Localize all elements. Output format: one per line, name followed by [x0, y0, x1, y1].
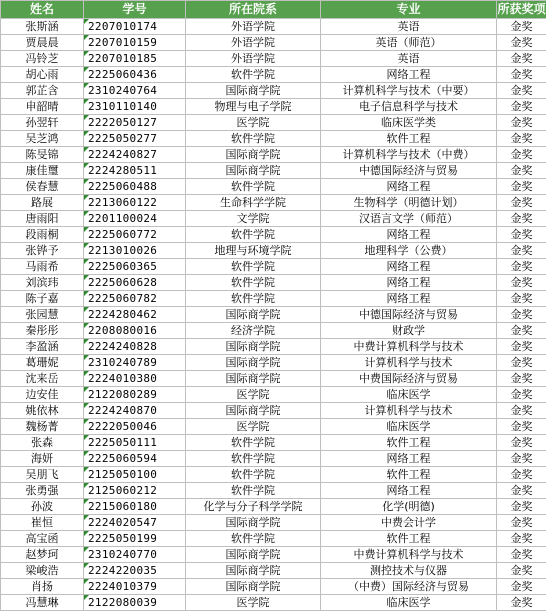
cell-college: 地理与环境学院 [186, 243, 321, 259]
cell-award: 金奖 [497, 323, 546, 339]
cell-award: 金奖 [497, 355, 546, 371]
cell-student-id: 2224010379 [84, 579, 186, 595]
table-row [1, 307, 546, 323]
cell-award: 金奖 [497, 115, 546, 131]
cell-award: 金奖 [497, 243, 546, 259]
cell-major: 测控技术与仪器 [321, 563, 497, 579]
cell-college: 软件学院 [186, 179, 321, 195]
cell-college: 软件学院 [186, 275, 321, 291]
cell-major: 计算机科学与技术（中要） [321, 83, 497, 99]
cell-award: 金奖 [497, 227, 546, 243]
table-row [1, 371, 546, 387]
table-row [1, 19, 546, 35]
table-row [1, 275, 546, 291]
cell-award: 金奖 [497, 499, 546, 515]
cell-major: 软件工程 [321, 131, 497, 147]
cell-name: 秦彤彤 [1, 323, 84, 339]
cell-award: 金奖 [497, 179, 546, 195]
cell-name: 申韶晴 [1, 99, 84, 115]
header-award: 所获奖项 [497, 1, 546, 19]
cell-student-id: 2224280462 [84, 307, 186, 323]
cell-student-id: 2310240770 [84, 547, 186, 563]
cell-student-id: 2222050046 [84, 419, 186, 435]
cell-award: 金奖 [497, 307, 546, 323]
cell-name: 高宝函 [1, 531, 84, 547]
cell-college: 国际商学院 [186, 371, 321, 387]
cell-award: 金奖 [497, 131, 546, 147]
table-row [1, 259, 546, 275]
header-student-id: 学号 [84, 1, 186, 19]
cell-student-id: 2122080289 [84, 387, 186, 403]
table-row [1, 355, 546, 371]
table-row [1, 387, 546, 403]
cell-college: 化学与分子科学学院 [186, 499, 321, 515]
cell-major: 生物科学（明德计划） [321, 195, 497, 211]
cell-college: 医学院 [186, 115, 321, 131]
cell-name: 张铧予 [1, 243, 84, 259]
cell-name: 郭芷含 [1, 83, 84, 99]
cell-major: 计算机科学与技术 [321, 355, 497, 371]
cell-college: 国际商学院 [186, 547, 321, 563]
cell-student-id: 2225050199 [84, 531, 186, 547]
cell-award: 金奖 [497, 99, 546, 115]
cell-award: 金奖 [497, 419, 546, 435]
cell-student-id: 2207010159 [84, 35, 186, 51]
cell-college: 物理与电子学院 [186, 99, 321, 115]
cell-name: 李盈涵 [1, 339, 84, 355]
header-major: 专业 [321, 1, 497, 19]
cell-student-id: 2225060772 [84, 227, 186, 243]
cell-college: 软件学院 [186, 291, 321, 307]
cell-college: 软件学院 [186, 483, 321, 499]
cell-award: 金奖 [497, 275, 546, 291]
table-row [1, 451, 546, 467]
cell-award: 金奖 [497, 483, 546, 499]
cell-college: 软件学院 [186, 227, 321, 243]
cell-student-id: 2201100024 [84, 211, 186, 227]
cell-student-id: 2310110140 [84, 99, 186, 115]
cell-student-id: 2224020547 [84, 515, 186, 531]
cell-student-id: 2225060488 [84, 179, 186, 195]
table-row [1, 499, 546, 515]
table-row [1, 323, 546, 339]
cell-award: 金奖 [497, 435, 546, 451]
header-row [1, 1, 546, 19]
table-row [1, 179, 546, 195]
cell-name: 张斯涵 [1, 19, 84, 35]
cell-award: 金奖 [497, 339, 546, 355]
cell-major: 网络工程 [321, 275, 497, 291]
cell-major: 临床医学类 [321, 115, 497, 131]
cell-student-id: 2224240828 [84, 339, 186, 355]
cell-name: 康佳璽 [1, 163, 84, 179]
cell-major: 中费国际经济与贸易 [321, 371, 497, 387]
cell-college: 软件学院 [186, 467, 321, 483]
cell-major: 计算机科学与技术（中费） [321, 147, 497, 163]
cell-student-id: 2215060180 [84, 499, 186, 515]
table-row [1, 467, 546, 483]
header-college: 所在院系 [186, 1, 321, 19]
table-row [1, 243, 546, 259]
table-row [1, 131, 546, 147]
cell-student-id: 2224010380 [84, 371, 186, 387]
cell-college: 国际商学院 [186, 147, 321, 163]
table-row [1, 403, 546, 419]
cell-major: 电子信息科学与技术 [321, 99, 497, 115]
cell-name: 马雨希 [1, 259, 84, 275]
cell-award: 金奖 [497, 259, 546, 275]
cell-name: 张园慧 [1, 307, 84, 323]
cell-award: 金奖 [497, 211, 546, 227]
cell-student-id: 2224280511 [84, 163, 186, 179]
cell-award: 金奖 [497, 83, 546, 99]
cell-student-id: 2125060212 [84, 483, 186, 499]
cell-student-id: 2207010174 [84, 19, 186, 35]
cell-award: 金奖 [497, 19, 546, 35]
cell-college: 软件学院 [186, 435, 321, 451]
cell-college: 医学院 [186, 419, 321, 435]
cell-award: 金奖 [497, 515, 546, 531]
cell-major: 网络工程 [321, 179, 497, 195]
cell-college: 软件学院 [186, 259, 321, 275]
cell-name: 肖扬 [1, 579, 84, 595]
cell-award: 金奖 [497, 35, 546, 51]
cell-name: 贾晨晨 [1, 35, 84, 51]
cell-student-id: 2225060365 [84, 259, 186, 275]
cell-student-id: 2310240764 [84, 83, 186, 99]
cell-college: 外语学院 [186, 35, 321, 51]
cell-name: 吴芝鸿 [1, 131, 84, 147]
table-row [1, 227, 546, 243]
cell-major: 网络工程 [321, 67, 497, 83]
table-row [1, 419, 546, 435]
cell-award: 金奖 [497, 451, 546, 467]
table-row [1, 163, 546, 179]
cell-student-id: 2207010185 [84, 51, 186, 67]
cell-college: 国际商学院 [186, 355, 321, 371]
cell-major: 网络工程 [321, 259, 497, 275]
table-row [1, 547, 546, 563]
cell-college: 国际商学院 [186, 163, 321, 179]
cell-major: 中费会计学 [321, 515, 497, 531]
cell-name: 孙波 [1, 499, 84, 515]
cell-student-id: 2208080016 [84, 323, 186, 339]
cell-college: 外语学院 [186, 51, 321, 67]
cell-name: 唐雨阳 [1, 211, 84, 227]
cell-award: 金奖 [497, 371, 546, 387]
cell-name: 张森 [1, 435, 84, 451]
table-row [1, 563, 546, 579]
table-row [1, 211, 546, 227]
cell-college: 国际商学院 [186, 307, 321, 323]
cell-college: 国际商学院 [186, 403, 321, 419]
cell-student-id: 2225060436 [84, 67, 186, 83]
table-row [1, 291, 546, 307]
cell-college: 国际商学院 [186, 563, 321, 579]
cell-award: 金奖 [497, 579, 546, 595]
cell-college: 生命科学学院 [186, 195, 321, 211]
cell-name: 陈子嘉 [1, 291, 84, 307]
cell-major: 软件工程 [321, 467, 497, 483]
table-row [1, 435, 546, 451]
table-row [1, 531, 546, 547]
cell-award: 金奖 [497, 163, 546, 179]
cell-major: 软件工程 [321, 435, 497, 451]
cell-name: 崔恒 [1, 515, 84, 531]
cell-name: 胡心雨 [1, 67, 84, 83]
cell-major: 网络工程 [321, 227, 497, 243]
cell-student-id: 2225060782 [84, 291, 186, 307]
cell-name: 孙翌轩 [1, 115, 84, 131]
cell-name: 吴朋飞 [1, 467, 84, 483]
cell-major: 计算机科学与技术 [321, 403, 497, 419]
cell-college: 国际商学院 [186, 83, 321, 99]
cell-name: 魏杨菁 [1, 419, 84, 435]
cell-name: 海妍 [1, 451, 84, 467]
cell-award: 金奖 [497, 563, 546, 579]
cell-award: 金奖 [497, 67, 546, 83]
cell-major: 临床医学 [321, 419, 497, 435]
cell-major: 软件工程 [321, 531, 497, 547]
cell-major: 网络工程 [321, 451, 497, 467]
cell-major: 地理科学（公费） [321, 243, 497, 259]
cell-award: 金奖 [497, 291, 546, 307]
table-row [1, 115, 546, 131]
cell-award: 金奖 [497, 595, 546, 611]
cell-award: 金奖 [497, 531, 546, 547]
cell-major: 英语（师范） [321, 35, 497, 51]
cell-name: 段雨桐 [1, 227, 84, 243]
cell-student-id: 2225060628 [84, 275, 186, 291]
cell-major: 网络工程 [321, 483, 497, 499]
table-row [1, 147, 546, 163]
cell-major: 英语 [321, 51, 497, 67]
cell-name: 赵梦珂 [1, 547, 84, 563]
cell-award: 金奖 [497, 547, 546, 563]
table-row [1, 99, 546, 115]
cell-name: 陈旻锦 [1, 147, 84, 163]
cell-college: 外语学院 [186, 19, 321, 35]
cell-name: 侯春慧 [1, 179, 84, 195]
cell-student-id: 2224240870 [84, 403, 186, 419]
table-row [1, 483, 546, 499]
cell-college: 国际商学院 [186, 515, 321, 531]
table-row [1, 67, 546, 83]
cell-college: 医学院 [186, 595, 321, 611]
cell-college: 软件学院 [186, 67, 321, 83]
cell-name: 葛珊妮 [1, 355, 84, 371]
table-body [1, 19, 546, 611]
cell-college: 经济学院 [186, 323, 321, 339]
cell-name: 冯慧琳 [1, 595, 84, 611]
cell-student-id: 2122080039 [84, 595, 186, 611]
table-row [1, 195, 546, 211]
table-row [1, 515, 546, 531]
cell-major: 网络工程 [321, 291, 497, 307]
cell-name: 冯铃芝 [1, 51, 84, 67]
cell-college: 医学院 [186, 387, 321, 403]
cell-major: 财政学 [321, 323, 497, 339]
cell-name: 张勇强 [1, 483, 84, 499]
cell-student-id: 2213010026 [84, 243, 186, 259]
cell-major: 中德国际经济与贸易 [321, 163, 497, 179]
cell-award: 金奖 [497, 195, 546, 211]
cell-name: 沈来岳 [1, 371, 84, 387]
cell-major: 临床医学 [321, 595, 497, 611]
cell-student-id: 2225050277 [84, 131, 186, 147]
cell-major: 化学(明德) [321, 499, 497, 515]
table-row [1, 339, 546, 355]
cell-college: 软件学院 [186, 131, 321, 147]
cell-student-id: 2310240789 [84, 355, 186, 371]
table-row [1, 35, 546, 51]
cell-college: 软件学院 [186, 531, 321, 547]
cell-name: 边安佳 [1, 387, 84, 403]
cell-award: 金奖 [497, 403, 546, 419]
table-row [1, 51, 546, 67]
cell-college: 文学院 [186, 211, 321, 227]
cell-award: 金奖 [497, 467, 546, 483]
cell-name: 姚依林 [1, 403, 84, 419]
cell-name: 梁峻浩 [1, 563, 84, 579]
cell-student-id: 2224240827 [84, 147, 186, 163]
cell-major: 中费计算机科学与技术 [321, 339, 497, 355]
cell-major: 中费计算机科学与技术 [321, 547, 497, 563]
header-name: 姓名 [1, 1, 84, 19]
cell-student-id: 2125050100 [84, 467, 186, 483]
table-row [1, 595, 546, 611]
cell-major: 汉语言文学（师范） [321, 211, 497, 227]
cell-college: 软件学院 [186, 451, 321, 467]
table-row [1, 579, 546, 595]
cell-name: 刘滨玮 [1, 275, 84, 291]
cell-college: 国际商学院 [186, 339, 321, 355]
cell-major: 中德国际经济与贸易 [321, 307, 497, 323]
table-row [1, 83, 546, 99]
cell-award: 金奖 [497, 387, 546, 403]
cell-student-id: 2213060122 [84, 195, 186, 211]
cell-student-id: 2224220035 [84, 563, 186, 579]
cell-college: 国际商学院 [186, 579, 321, 595]
cell-student-id: 2225060594 [84, 451, 186, 467]
cell-award: 金奖 [497, 147, 546, 163]
cell-student-id: 2222050127 [84, 115, 186, 131]
cell-student-id: 2225050111 [84, 435, 186, 451]
cell-name: 路展 [1, 195, 84, 211]
cell-award: 金奖 [497, 51, 546, 67]
cell-major: 临床医学 [321, 387, 497, 403]
cell-major: 英语 [321, 19, 497, 35]
cell-major: （中费）国际经济与贸易 [321, 579, 497, 595]
